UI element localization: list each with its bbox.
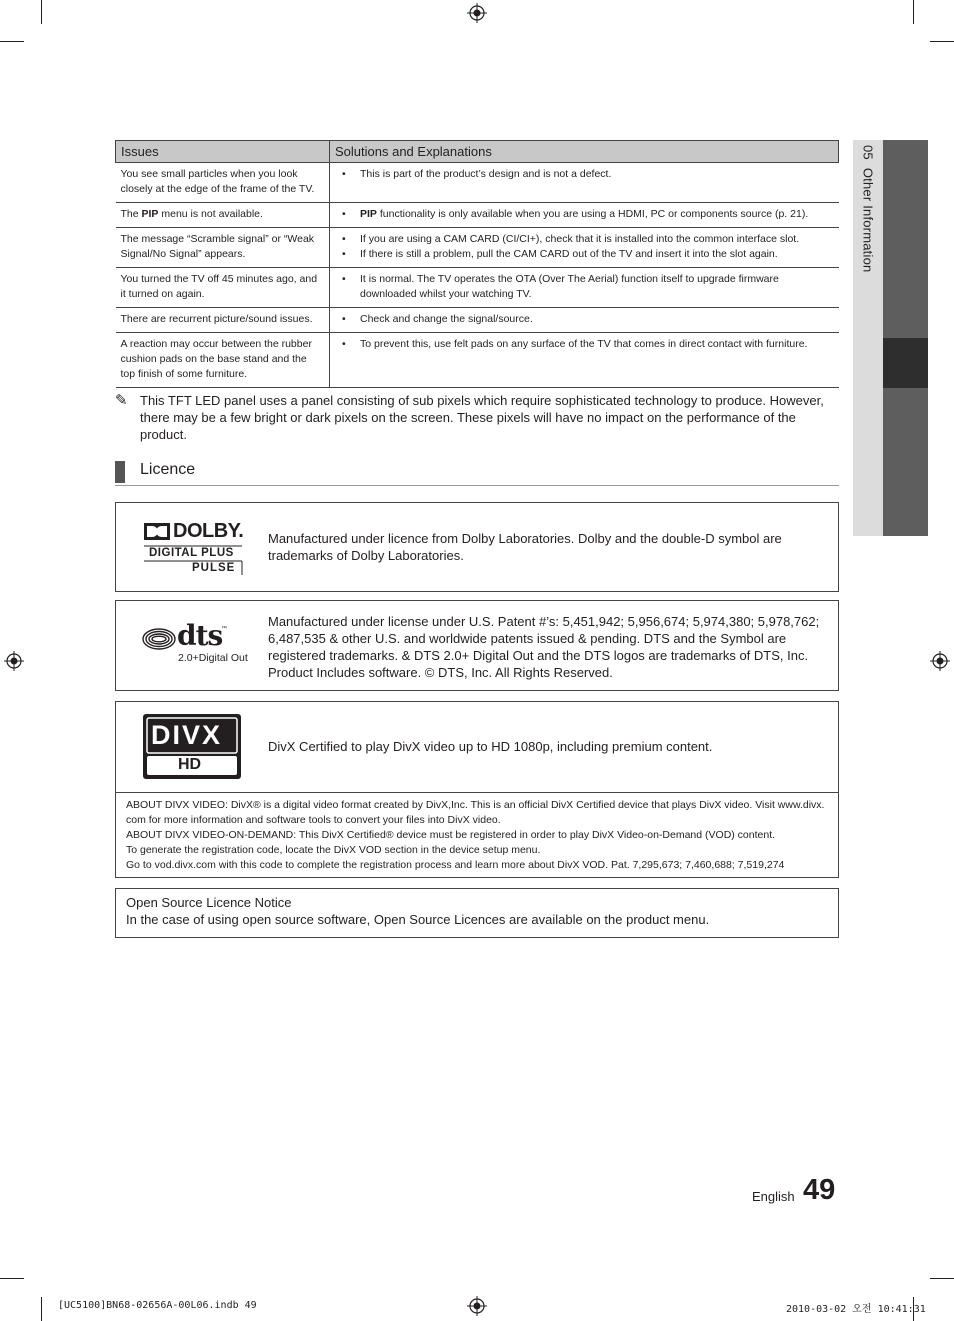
header-issues: Issues [116,141,330,163]
solution-item: • To prevent this, use felt pads on any surface of the TV that comes in direct contact with furniture. [360,337,834,352]
issue-cell: You turned the TV off 45 minutes ago, and it turned on again. [116,268,330,308]
solution-cell [330,308,839,333]
page-number: 49 [803,1174,836,1206]
issue-cell [116,203,330,228]
table-row [116,228,839,268]
crop-mark [913,0,914,24]
divx-wordmark: DIVX [151,720,223,750]
divx-fine-line: ABOUT DIVX VIDEO-ON-DEMAND: This DivX Certified® device must be registered in order to play DivX Video-on-Demand (VOD) content. [126,829,776,841]
solution-item: • This is part of the product’s design and is not a defect. [360,167,834,182]
crop-mark [930,1278,954,1279]
dts-symbol-icon [142,627,176,651]
chapter-label [861,145,876,272]
dts-logo [142,619,248,667]
table-row [116,308,839,333]
print-slug-timestamp: 2010-03-02 오전 10:41:31 [786,1304,926,1315]
solution-cell [330,163,839,203]
solution-cell [330,333,839,388]
chapter-tab-marker [883,338,928,388]
solution-item: • It is normal. The TV operates the OTA (Over The Aerial) function itself to upgrade firmware downloaded whilst your watching TV. [360,272,834,302]
dolby-licence-box [115,502,839,592]
dts-digital-out: 2.0+Digital Out [178,652,248,664]
crop-mark [41,1297,42,1321]
solution-cell [330,228,839,268]
open-source-box [115,888,839,938]
divx-text: DivX Certified to play DivX video up to HD 1080p, including premium content. [268,739,713,754]
divx-fine-print [116,792,838,878]
solution-bold: PIP [360,208,377,220]
divx-logo [142,713,242,780]
issue-text: menu is not available. [158,208,263,220]
dolby-logo [142,520,244,576]
registration-mark-icon [930,651,950,671]
crop-mark [0,1278,24,1279]
solution-text: functionality is only available when you are using a HDMI, PC or components source (p. 21). [376,208,809,220]
divx-fine-line: ABOUT DIVX VIDEO: DivX® is a digital video format created by DivX,Inc. This is an official DivX Certified device that plays DivX video. Visit www.divx. [126,799,825,811]
table-row [116,163,839,203]
licence-title: Licence [140,461,196,478]
registration-mark-icon [4,651,24,671]
open-source-content [126,895,709,927]
solution-item: • Check and change the signal/source. [360,312,834,327]
open-source-title: Open Source Licence Notice [126,895,292,910]
issue-cell: The message “Scramble signal” or “Weak Signal/No Signal” appears. [116,228,330,268]
dts-text: Manufactured under license under U.S. Patent #’s: 5,451,942; 5,956,674; 5,974,380; 5,978,762; 6,487,535 & other U.S. and worldwide patents issued & pending. DTS and the Symbol are registered trademarks. & DTS 2.0+ Digital Out and the DTS logos are trademarks of DTS, Inc. Product Includes software. © DTS, Inc. All Rights Reserved. [268,614,820,680]
footer-language: English [752,1189,795,1204]
dolby-pulse: PULSE [192,562,236,574]
solution-item: • If you are using a CAM CARD (CI/CI+), check that it is installed into the common interface slot. [360,232,834,247]
table-row [116,203,839,228]
dolby-text: Manufactured under licence from Dolby Laboratories. Dolby and the double-D symbol are trademarks of Dolby Laboratories. [268,531,782,563]
licence-heading [115,461,839,486]
divx-fine-line: To generate the registration code, locate the DivX VOD section in the device setup menu. [126,844,541,856]
pencil-note-icon: ✎ [115,392,128,409]
divx-fine-line: Go to vod.divx.com with this code to complete the registration process and learn more about DivX VOD. Pat. 7,295,673; 7,460,688; 7,519,274 [126,859,785,871]
solution-item: • If there is still a problem, pull the CAM CARD out of the TV and insert it into the slot again. [360,247,834,262]
table-row [116,333,839,388]
issue-text: The [120,208,142,220]
crop-mark [0,41,24,42]
chapter-number: 05 [860,145,876,160]
heading-bar [115,461,125,483]
crop-mark [41,0,42,24]
divx-licence-box [115,701,839,878]
header-solutions: Solutions and Explanations [330,141,839,163]
chapter-title: Other Information [860,167,876,273]
issue-cell: There are recurrent picture/sound issues. [116,308,330,333]
dts-licence-box [115,600,839,691]
note-block [115,392,835,443]
solution-item [360,207,834,222]
registration-mark-icon [467,1296,487,1316]
troubleshooting-table [115,140,839,388]
divx-fine-line: com for more information and software tools to convert your files into DivX video. [126,814,501,826]
table-row [116,268,839,308]
print-slug-file: [UC5100]BN68-02656A-00L06.indb 49 [58,1300,257,1311]
dts-wordmark: dts [177,619,223,652]
divx-hd-label: HD [178,756,202,773]
issue-bold: PIP [141,208,159,220]
registration-mark-icon [467,3,487,23]
table-header-row [116,141,839,163]
issue-cell: A reaction may occur between the rubber cushion pads on the base stand and the top finish of some furniture. [116,333,330,388]
solution-cell [330,203,839,228]
issue-cell: You see small particles when you look closely at the edge of the frame of the TV. [116,163,330,203]
open-source-text: In the case of using open source software, Open Source Licences are available on the product menu. [126,912,710,927]
note-text: This TFT LED panel uses a panel consisting of sub pixels which require sophisticated technology to produce. However, there may be a few bright or dark pixels on the screen. These pixels will have no impact on the performance of the product. [140,393,824,442]
dolby-digital-plus: DIGITAL PLUS [149,547,234,559]
dolby-wordmark: DOLBY. [173,520,244,542]
dts-trademark: ™ [221,626,227,632]
crop-mark [930,41,954,42]
solution-cell [330,268,839,308]
